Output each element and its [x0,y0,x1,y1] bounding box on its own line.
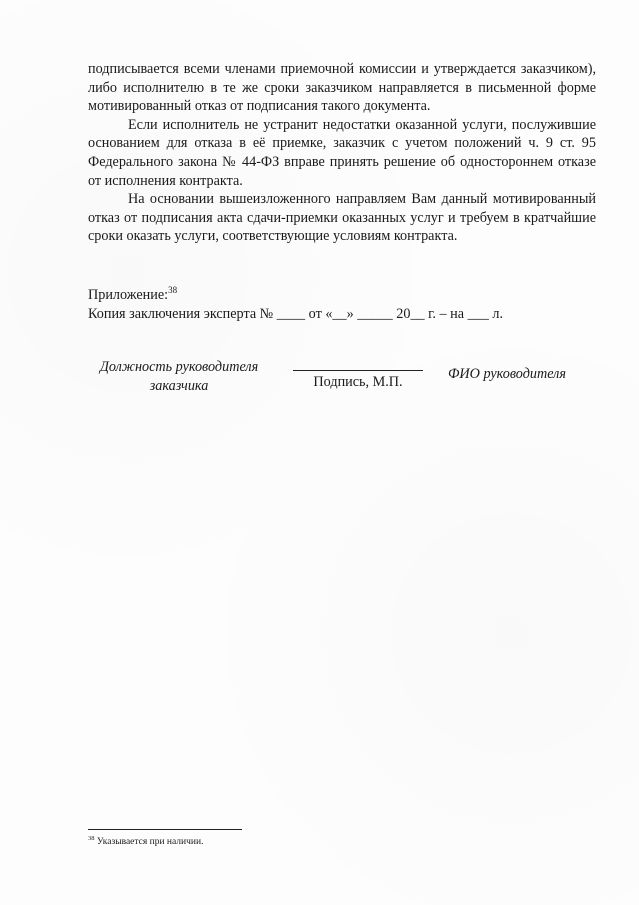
paragraph-continuation: подписывается всеми членами приемочной комиссии и утверждается заказчиком), либо исполнителю в те же сроки заказчиком направляется в письменной форме мотивированный отказ от подписания такого документа. [88,61,596,115]
signature-position [86,358,272,396]
signature-label: Подпись, М.П. [313,374,403,390]
signature-position-line2: заказчика [149,378,209,394]
footnote-divider [88,829,242,830]
appendix-label: Приложение: [88,287,169,303]
appendix-block [88,286,608,324]
footnote-number: 38 [88,835,95,842]
signature-field [293,356,423,392]
appendix-heading [88,286,608,305]
body-text [88,60,596,246]
signature-position-line1: Должность руководителя [99,359,259,375]
appendix-line: Копия заключения эксперта № ____ от «__» _____ 20__ г. – на ___ л. [88,306,504,322]
footnote-text: Указывается при наличии. [96,837,204,847]
signature-name: ФИО руководителя [448,366,566,382]
appendix-footnote-ref: 38 [168,285,178,295]
signature-line [293,356,423,371]
paragraph-contractor-defects: Если исполнитель не устранит недостатки оказанной услуги, послужившие основанием для отказа в её приемке, заказчик с учетом положений ч. 9 ст. 95 Федерального закона № 44-ФЗ вправе принять решение об одностороннем отказе от исполнения контракта. [88,116,596,189]
footnote [88,836,388,848]
signature-block [0,356,639,396]
paragraph-refusal-notice: На основании вышеизложенного направляем Вам данный мотивированный отказ от подписания акта сдачи-приемки оказанных услуг и требуем в кратчайшие сроки оказать услуги, соответствующие условиям контракта. [88,191,596,245]
